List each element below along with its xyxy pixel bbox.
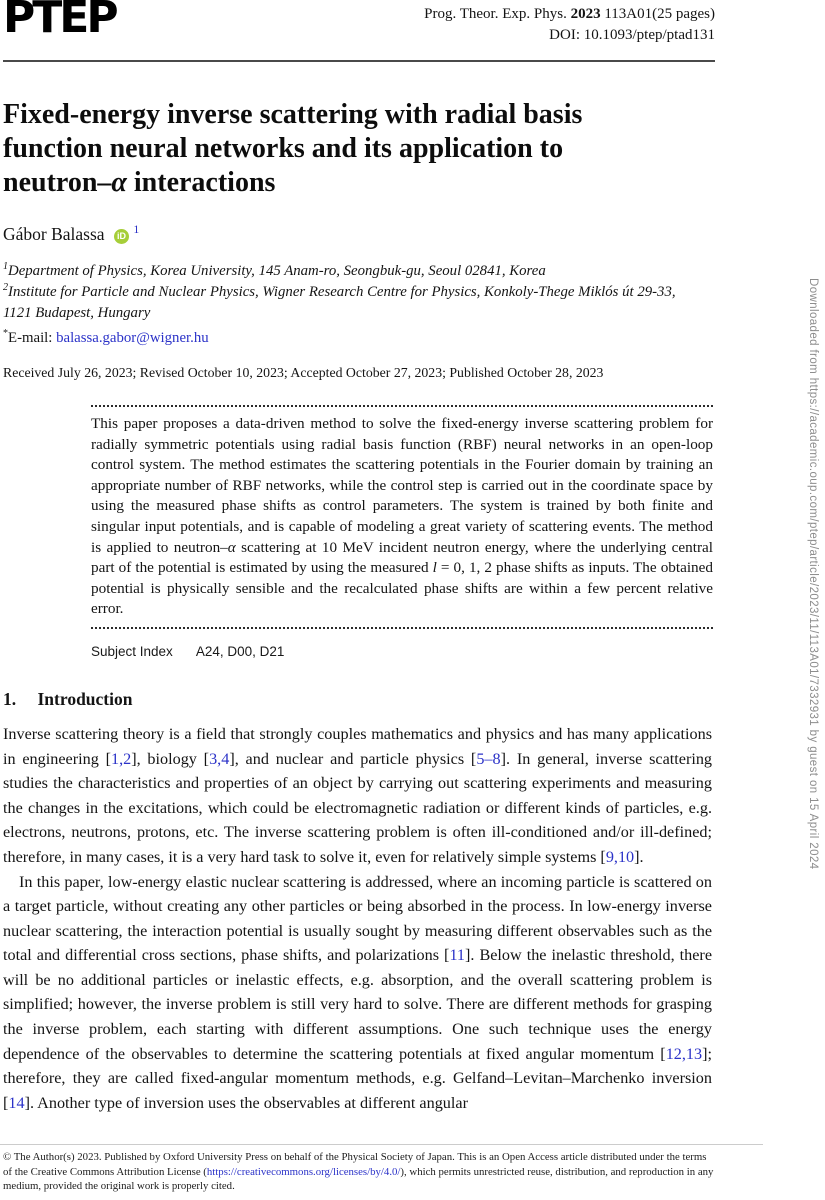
subject-index-values: A24, D00, D21 [195,643,285,659]
subject-index-label: Subject Index [91,643,173,659]
author-name: Gábor Balassa [3,224,105,244]
affiliations [3,261,703,324]
citation-link[interactable]: 3,4 [209,749,230,768]
copyright-text: © The Author(s) 2023. Published by Oxford University Press on behalf of the Physical Society of Japan. This is an Open Access article distributed under the terms of the Creative Commons Attribution License (https://creativecommons.org/licenses/by/4.0/), which permits unrestricted reuse, distribution, and reproduction in any medium, provided the original work is properly cited. [3,1151,714,1193]
hyperlink[interactable]: balassa.gabor@wigner.hu [56,330,209,346]
citation-link[interactable]: 5–8 [476,749,501,768]
email-line: *E-mail: balassa.gabor@wigner.hu [3,328,209,346]
subject-index [91,644,713,659]
ptep-logo: PTEP [3,0,116,43]
page-header [3,0,715,54]
doi-text: DOI: 10.1093/ptep/ptad131 [549,27,715,43]
abstract-section [91,405,713,659]
affiliation-item: $^1$Department of Physics, Korea University, 145 Anam-ro, Seongbuk-gu, Seoul 02841, Korea [3,261,546,279]
section-title: Introduction [37,688,133,709]
copyright-footer [0,1144,763,1194]
journal-citation: Prog. Theor. Exp. Phys. 2023 113A01(25 pages) [424,6,715,22]
citation-link[interactable]: 11 [449,946,466,965]
orcid-icon[interactable]: iD [114,229,129,244]
abstract-rule-top [91,405,713,407]
author-line [3,224,715,245]
intro-paragraph: Inverse scattering theory is a field that strongly couples mathematics and physics and has many applications in engineering [1,2], biology [3,4], and nuclear and particle physics [5–8]. In general, inverse scattering studies the characteristics and properties of an object by carrying out scattering experiments and measuring the changes in the excitations, which could be electromagnetic radiation or different kinds of particles, e.g. electrons, neutrons, protons, etc. The inverse scattering problem is often ill-conditioned and/or ill-defined; therefore, in many cases, it is a very hard task to solve it, even for relatively simple systems [9,10]. [3,724,713,866]
author-affiliation-ref[interactable]: 1 [133,222,140,237]
section-number: 1. [3,688,17,709]
intro-paragraph: In this paper, low-energy elastic nuclear scattering is addressed, where an incoming particle is scattered on a target particle, without creating any other particles or being absorbed in the process. In low-energy inverse nuclear scattering, the interaction potential is usually sought by measuring different observables such as the total and differential cross sections, phase shifts, and polarizations [11]. Below the inelastic threshold, there will be no additional particles or inelastic effects, e.g. absorption, and the overall scattering problem is simplified; however, the inverse problem is still very hard to solve. There are different methods for grasping the inverse problem, each starting with different assumptions. One such technique uses the energy dependence of the observables to determine the scattering potentials at fixed angular momentum [12,13]; therefore, they are called fixed-angular momentum methods, e.g. Gelfand–Levitan–Marchenko inversion [14]. Another type of inversion uses the observables at different angular [3,872,713,1112]
article-title: Fixed-energy inverse scattering with radial basis function neural networks and its application to neutron–α interactions [3,99,583,198]
hyperlink[interactable]: https://creativecommons.org/licenses/by/4.0/ [206,1165,401,1178]
article-dates: Received July 26, 2023; Revised October 10, 2023; Accepted October 27, 2023; Published October 28, 2023 [3,365,604,380]
citation-link[interactable]: 1,2 [110,749,132,768]
abstract-rule-bottom [91,627,713,629]
header-rule [3,60,715,62]
citation-link[interactable]: 12,13 [665,1044,703,1063]
download-watermark: Downloaded from https://academic.oup.com/ptep/article/2023/11/113A01/7332931 by guest on 15 April 2024 [807,278,819,870]
section-heading-introduction [3,689,715,710]
affiliation-item: $^2$Institute for Particle and Nuclear Physics, Wigner Research Centre for Physics, Konkoly-Thege Miklós út 29-33, 1121 Budapest, Hungary [3,282,676,321]
citation-link[interactable]: 9,10 [605,847,635,866]
abstract-text: This paper proposes a data-driven method to solve the fixed-energy inverse scattering problem for radially symmetric potentials using radial basis function (RBF) neural networks in an open-loop control system. The method estimates the scattering potentials in the Fourier domain by training an appropriate number of RBF networks, while the control step is carried out in the coordinate space by using the measured phase shifts as control parameters. The system is trained by both finite and singular input potentials, and is capable of modeling a great variety of scattering events. The method is applied to neutron–α scattering at 10 MeV incident neutron energy, where the underlying central part of the potential is estimated by using the measured l = 0, 1, 2 phase shifts as inputs. The obtained potential is physically sensible and the recalculated phase shifts are within a few percent relative error. [91,415,713,618]
citation-link[interactable]: 14 [8,1093,25,1112]
